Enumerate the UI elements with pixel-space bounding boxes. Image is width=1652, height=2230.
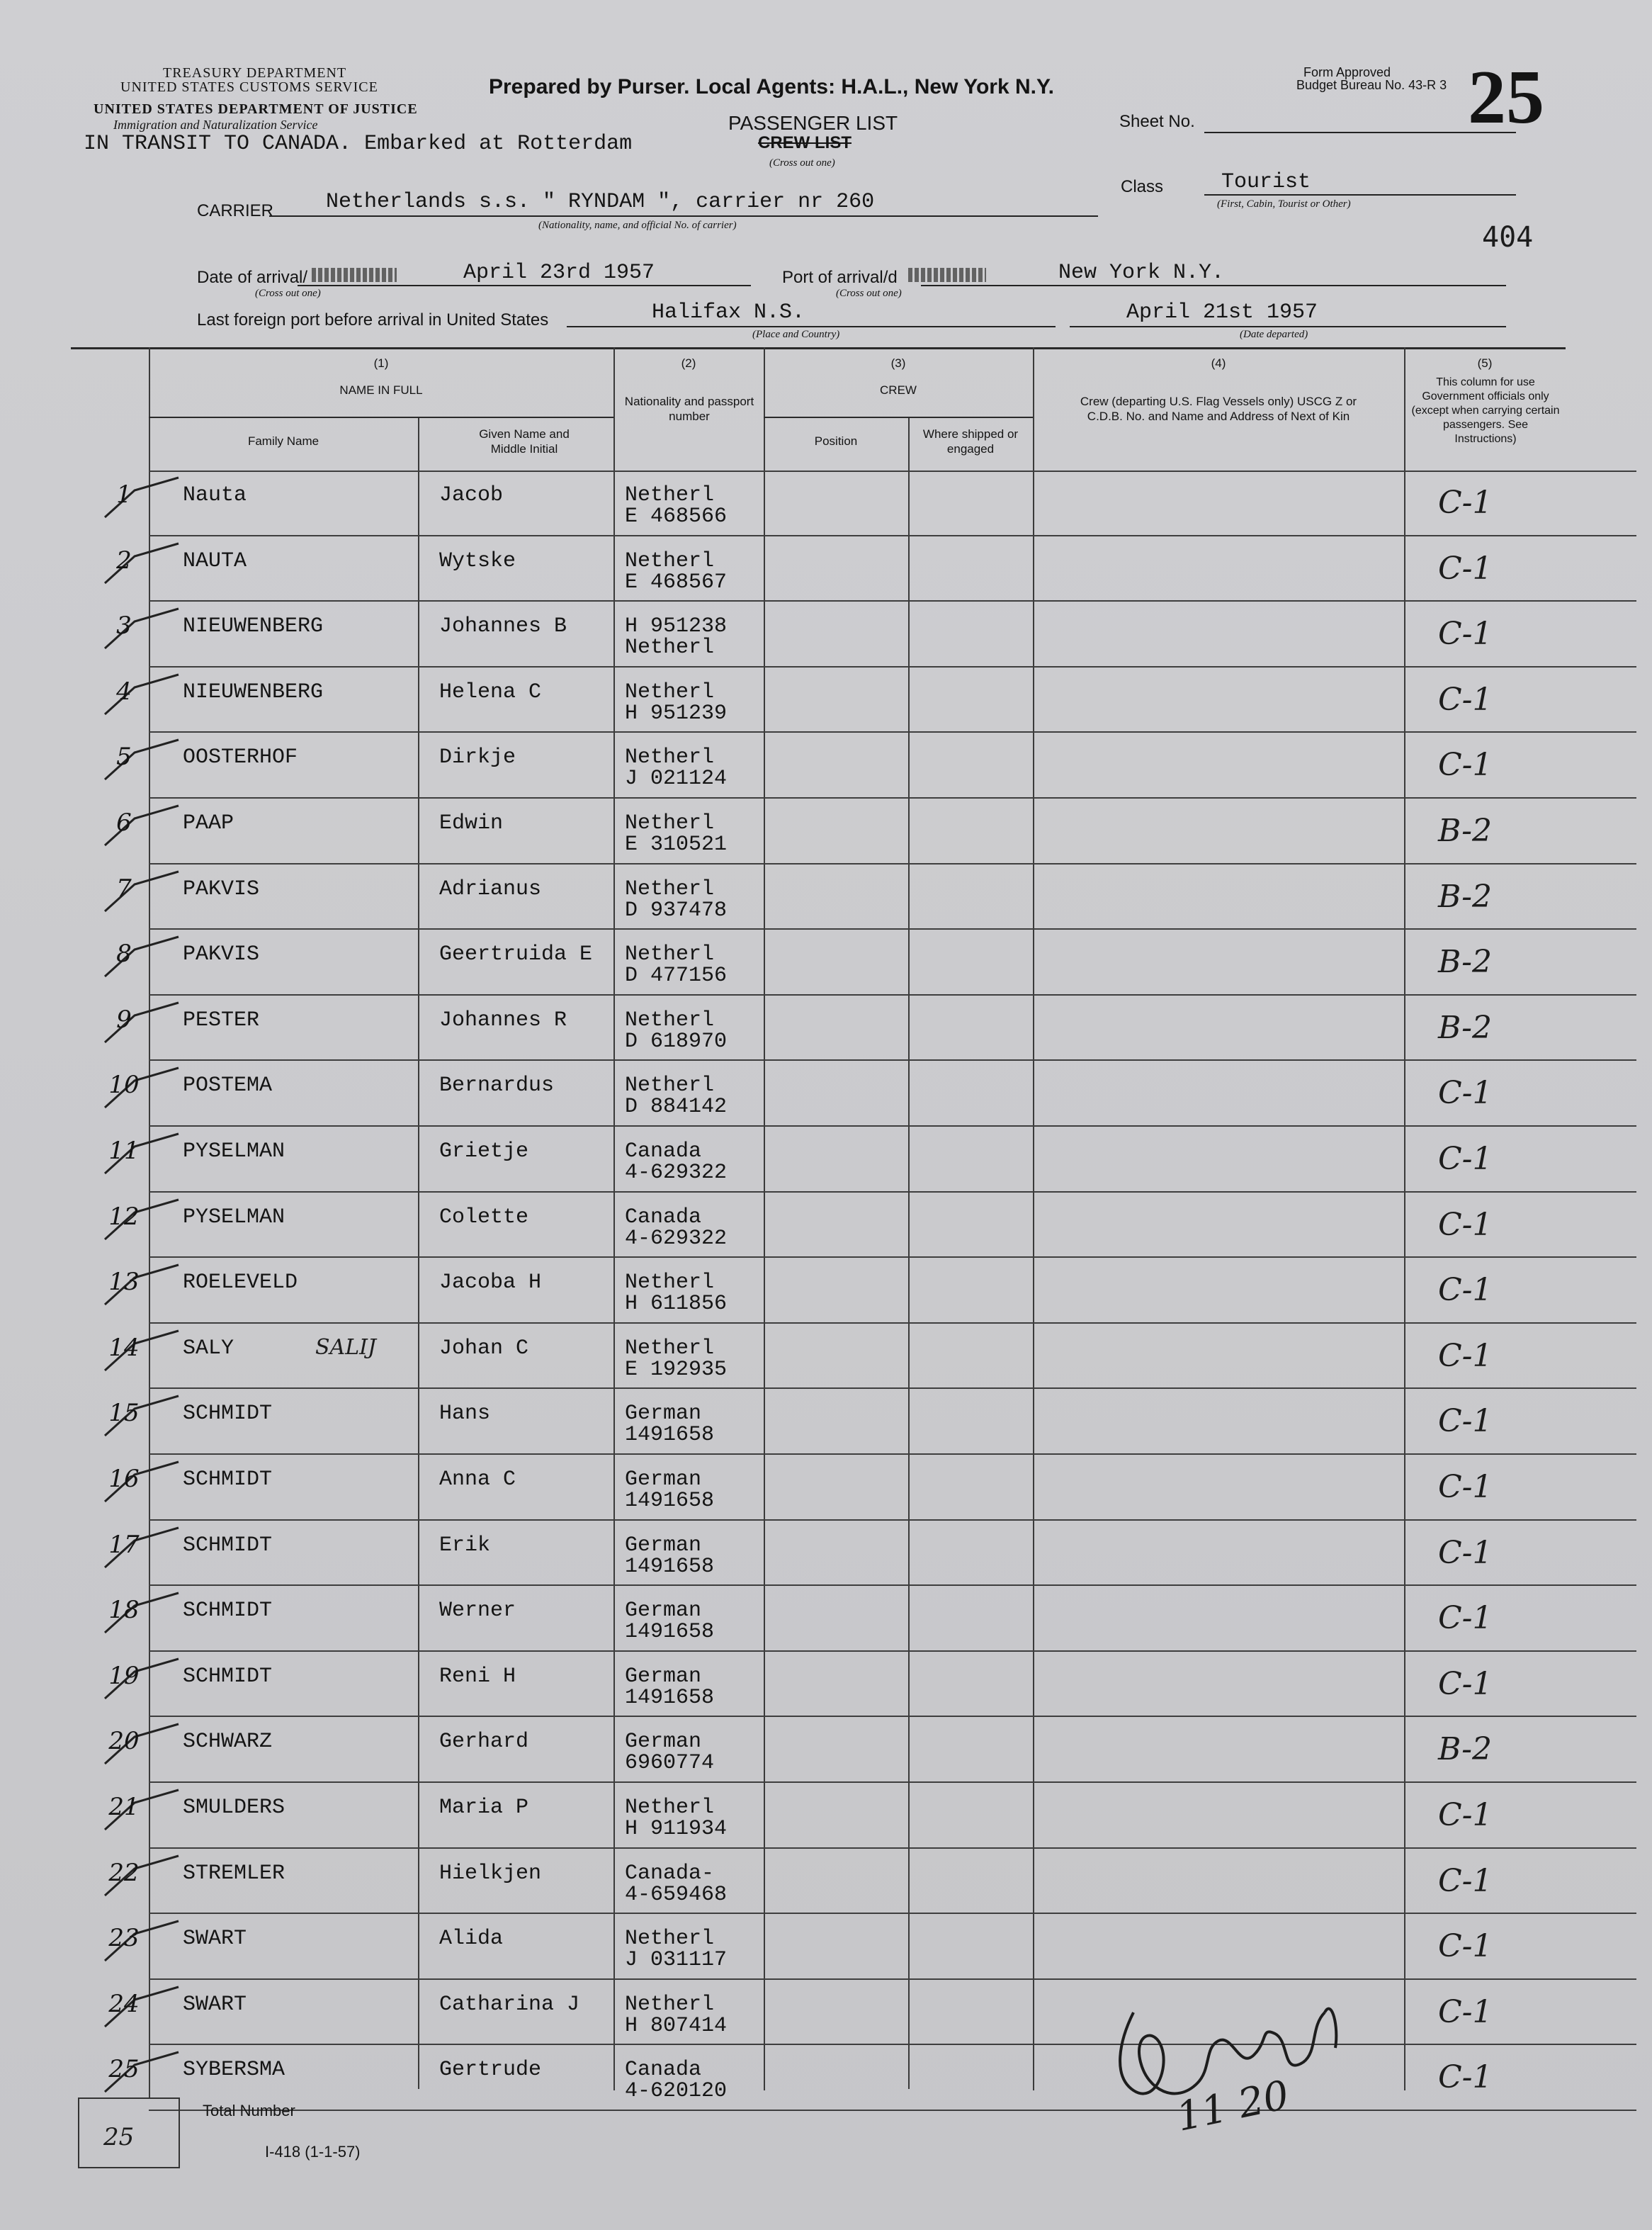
total-value: 25 [103,2123,135,2151]
nationality: Netherl [625,1271,715,1295]
given-name: Catharina J [439,1992,580,2017]
family-name: SCHMIDT [183,1599,273,1623]
class-label: Class [1121,177,1164,196]
given-name: Jacob [439,483,504,507]
gov-code: C-1 [1438,1337,1493,1374]
sheet-no-label: Sheet No. [1119,112,1195,131]
crossed-out-mark-2 [908,268,986,282]
cross-out-note: (Cross out one) [769,157,835,169]
row-number: 23 [108,1924,140,1953]
family-name: PAAP [183,811,234,835]
nationality: German [625,1730,702,1755]
passport-number: 4-659468 [625,1882,728,1907]
carrier-hint: (Nationality, name, and official No. of carrier) [538,220,737,231]
given-name: Dirkje [439,745,516,770]
given-name: Hielkjen [439,1861,542,1886]
arrival-port-label: Port of arrival/d [782,268,898,287]
col-nationality: Nationality and passport number [624,395,754,423]
col-where-shipped: Where shipped or engaged [922,427,1019,456]
family-name: Nauta [183,483,247,507]
row-number: 10 [108,1071,140,1100]
family-name: SCHMIDT [183,1402,273,1426]
col-gov-note: This column for use Government officials only (except when carrying certain passengers. See Instructions) [1411,376,1560,445]
family-name: PESTER [183,1008,260,1032]
nationality: Netherl [625,877,715,901]
passport-number: E 468567 [625,570,728,595]
given-name: Wytske [439,548,516,573]
budget-bureau: Budget Bureau No. 43-R 3 [1296,78,1447,92]
family-name: PYSELMAN [183,1205,285,1229]
passport-number: H 611856 [625,1292,728,1317]
family-name: PYSELMAN [183,1139,285,1164]
passport-number: E 468566 [625,505,728,529]
family-name: SWART [183,1992,247,2017]
family-name: PAKVIS [183,942,260,967]
gov-code: C-1 [1438,1534,1493,1571]
stamp-number: 404 [1482,221,1534,254]
passport-number: 1491658 [625,1554,715,1579]
departed-hint: (Date departed) [1240,329,1308,340]
table-row [71,865,1566,930]
gov-code: C-1 [1438,747,1493,784]
passport-number: J 021124 [625,767,728,792]
col2-num: (2) [681,356,696,370]
given-name: Colette [439,1205,529,1229]
row-number: 15 [108,1399,140,1428]
col-family-name: Family Name [247,434,319,448]
col5-num: (5) [1477,356,1493,370]
given-name: Maria P [439,1796,529,1820]
passport-number: 6960774 [625,1751,715,1776]
passport-number: E 310521 [625,833,728,857]
nationality: H 951238 [625,614,728,639]
nationality: Canada [625,2058,702,2083]
family-name: POSTEMA [183,1074,273,1098]
nationality: German [625,1664,702,1689]
last-port-value: Halifax N.S. [652,300,805,325]
table-row [71,996,1566,1061]
row-number: 24 [108,1989,140,2018]
given-name: Johan C [439,1336,529,1361]
table-row [71,1914,1566,1980]
gov-code: C-1 [1438,1272,1493,1309]
gov-code: C-1 [1438,2059,1493,2096]
table-row [71,1652,1566,1718]
passport-number: 1491658 [625,1489,715,1513]
name-correction: SALIJ [315,1334,377,1360]
family-name: STREMLER [183,1861,285,1886]
passport-number: 1491658 [625,1685,715,1710]
arrival-date-label: Date of arrival/ [197,268,308,287]
col-given-name: Given Name and Middle Initial [479,427,570,456]
col1-num: (1) [373,356,389,370]
gov-code: C-1 [1438,1600,1493,1637]
nationality: Netherl [625,1336,715,1361]
row-number: 22 [108,1858,140,1887]
row-number: 20 [108,1727,140,1756]
table-row [71,1586,1566,1652]
family-name: SMULDERS [183,1796,285,1820]
passport-number: 4-629322 [625,1226,728,1251]
row-number: 2 [116,546,132,575]
table-row [71,668,1566,733]
nationality: Netherl [625,1992,715,2017]
family-name: NIEUWENBERG [183,680,324,704]
col-crew: CREW [880,383,917,397]
row-number: 8 [116,940,132,969]
col-crew-detail: Crew (departing U.S. Flag Vessels only) USCG Z or C.D.B. No. and Name and Address of Next of Kin [1080,395,1357,423]
arrival-date-value: April 23rd 1957 [463,261,655,285]
col4-num: (4) [1211,356,1226,370]
passport-number: 1491658 [625,1620,715,1645]
family-name: NAUTA [183,548,247,573]
passport-number: 4-629322 [625,1161,728,1185]
table-row [71,1783,1566,1849]
gov-code: C-1 [1438,1993,1493,2030]
row-number: 19 [108,1661,140,1690]
row-number: 13 [108,1268,140,1297]
family-name: SCHMIDT [183,1468,273,1492]
passport-number: Netherl [625,636,715,660]
arrival-port-value: New York N.Y. [1058,261,1225,285]
family-name: SCHMIDT [183,1664,273,1689]
table-row [71,1127,1566,1193]
given-name: Erik [439,1533,491,1558]
family-name: PAKVIS [183,877,260,901]
treasury-department: TREASURY DEPARTMENT [163,65,347,81]
carrier-label: CARRIER [197,201,274,220]
passport-number: E 192935 [625,1357,728,1382]
given-name: Alida [439,1927,504,1952]
crossed-out-mark [312,268,397,282]
row-number: 4 [116,677,132,706]
row-number: 14 [108,1333,140,1362]
given-name: Reni H [439,1664,516,1689]
table-row [71,1193,1566,1258]
nationality: German [625,1599,702,1623]
total-label: Total Number [203,2102,295,2119]
given-name: Johannes B [439,614,567,639]
nationality: Canada [625,1205,702,1229]
passport-number: H 951239 [625,701,728,726]
nationality: German [625,1468,702,1492]
sheet-number-large: 25 [1468,55,1544,140]
passport-number: H 807414 [625,2013,728,2038]
table-row [71,799,1566,865]
row-number: 17 [108,1530,140,1559]
row-number: 21 [108,1793,140,1821]
nationality: Canada- [625,1861,715,1886]
table-row [71,1717,1566,1783]
given-name: Werner [439,1599,516,1623]
given-name: Johannes R [439,1008,567,1032]
row-number: 1 [116,480,132,509]
row-number: 6 [116,809,132,837]
arrival-cross-note: (Cross out one) [255,288,321,299]
gov-code: B-2 [1438,944,1493,981]
table-row [71,1258,1566,1324]
department-of-justice: UNITED STATES DEPARTMENT OF JUSTICE [94,101,418,117]
gov-code: C-1 [1438,681,1493,718]
col3-num: (3) [890,356,906,370]
nationality: Netherl [625,745,715,770]
table-row [71,1455,1566,1521]
row-number: 12 [108,1202,140,1231]
customs-service: UNITED STATES CUSTOMS SERVICE [120,79,378,95]
nationality: Netherl [625,811,715,835]
col-position: Position [814,434,858,448]
gov-code: C-1 [1438,1075,1493,1112]
transit-note: IN TRANSIT TO CANADA. Embarked at Rotterdam [84,132,633,156]
family-name: SALY [183,1336,234,1361]
nationality: Netherl [625,1927,715,1952]
gov-code: B-2 [1438,1731,1493,1768]
given-name: Edwin [439,811,504,835]
nationality: Netherl [625,1008,715,1032]
given-name: Adrianus [439,877,542,901]
departed-value: April 21st 1957 [1126,300,1318,325]
form-code: I-418 (1-1-57) [265,2143,361,2161]
table-row [71,930,1566,996]
gov-code: C-1 [1438,1665,1493,1702]
gov-code: C-1 [1438,485,1493,521]
family-name: OOSTERHOF [183,745,298,770]
class-value: Tourist [1221,170,1311,194]
family-name: SCHMIDT [183,1533,273,1558]
passport-number: J 031117 [625,1948,728,1973]
nationality: German [625,1533,702,1558]
nationality: Netherl [625,680,715,704]
nationality: Netherl [625,1796,715,1820]
gov-code: C-1 [1438,1928,1493,1965]
passport-number: D 937478 [625,898,728,923]
gov-code: C-1 [1438,1141,1493,1177]
passport-number: D 884142 [625,1095,728,1120]
nationality: German [625,1402,702,1426]
table-row [71,602,1566,668]
row-number: 3 [116,612,132,641]
row-number: 7 [116,874,132,903]
table-row [71,1061,1566,1127]
given-name: Bernardus [439,1074,555,1098]
last-port-hint: (Place and Country) [752,329,840,340]
nationality: Canada [625,1139,702,1164]
row-number: 5 [116,743,132,772]
class-hint: (First, Cabin, Tourist or Other) [1217,198,1351,210]
gov-code: C-1 [1438,1797,1493,1833]
row-number: 11 [108,1137,140,1165]
row-number: 9 [116,1005,132,1034]
row-number: 18 [108,1596,140,1625]
gov-code: B-2 [1438,1009,1493,1046]
table-row [71,471,1566,536]
arrival-port-cross-note: (Cross out one) [836,288,902,299]
immigration-service: Immigration and Naturalization Service [113,118,318,132]
passport-number: D 618970 [625,1029,728,1054]
gov-code: C-1 [1438,616,1493,653]
given-name: Gerhard [439,1730,529,1755]
gov-code: B-2 [1438,813,1493,849]
col1-title: NAME IN FULL [339,383,423,397]
row-number: 16 [108,1465,140,1493]
family-name: SCHWARZ [183,1730,273,1755]
table-row [71,1521,1566,1587]
gov-code: C-1 [1438,550,1493,587]
carrier-value: Netherlands s.s. " RYNDAM ", carrier nr 260 [326,190,875,214]
gov-code: C-1 [1438,1206,1493,1243]
family-name: NIEUWENBERG [183,614,324,639]
given-name: Jacoba H [439,1271,542,1295]
table-row [71,1389,1566,1455]
form-approved: Form Approved [1303,65,1391,79]
crew-list-crossed: CREW LIST [758,133,852,152]
nationality: Netherl [625,942,715,967]
table-row [71,1324,1566,1390]
gov-code: C-1 [1438,1403,1493,1440]
given-name: Gertrude [439,2058,542,2083]
row-number: 25 [108,2055,140,2084]
given-name: Hans [439,1402,491,1426]
given-name: Geertruida E [439,942,593,967]
table-row [71,733,1566,799]
passport-number: D 477156 [625,964,728,989]
given-name: Anna C [439,1468,516,1492]
nationality: Netherl [625,1074,715,1098]
gov-code: B-2 [1438,878,1493,915]
family-name: ROELEVELD [183,1271,298,1295]
passport-number: H 911934 [625,1817,728,1841]
table-row [71,1849,1566,1915]
passport-number: 1491658 [625,1423,715,1448]
nationality: Netherl [625,483,715,507]
family-name: SWART [183,1927,247,1952]
given-name: Helena C [439,680,542,704]
prepared-by: Prepared by Purser. Local Agents: H.A.L., New York N.Y. [489,75,1055,98]
gov-code: C-1 [1438,1862,1493,1899]
given-name: Grietje [439,1139,529,1164]
table-row [71,536,1566,602]
list-title: PASSENGER LIST [728,112,898,134]
passport-number: 4-620120 [625,2079,728,2104]
family-name: SYBERSMA [183,2058,285,2083]
initials: 11 20 [1172,2072,1294,2141]
nationality: Netherl [625,548,715,573]
gov-code: C-1 [1438,1469,1493,1505]
last-port-label: Last foreign port before arrival in United States [197,310,549,330]
